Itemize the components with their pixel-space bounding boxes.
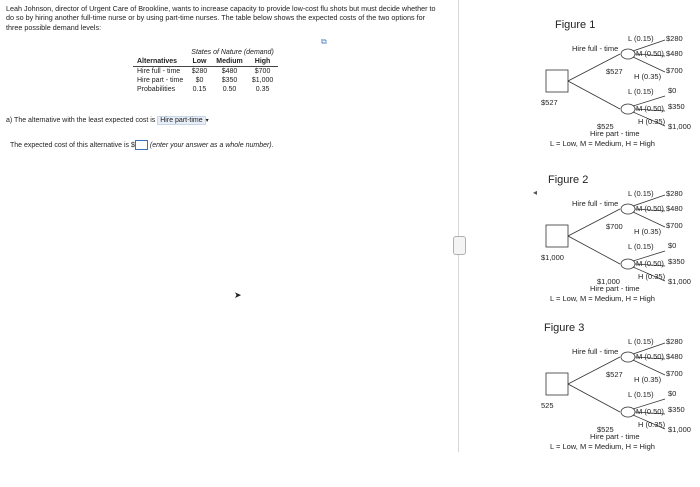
question-a-text: a) The alternative with the least expected cost is xyxy=(6,117,156,124)
branch-label-full-time: Hire full - time xyxy=(572,199,619,208)
table-header: Medium xyxy=(212,57,248,67)
figure-2-decision-tree[interactable] xyxy=(540,189,700,339)
outcome-payoff: $1,000 xyxy=(668,277,691,286)
outcome-payoff: $700 xyxy=(666,66,683,75)
outcome-payoff: $350 xyxy=(668,257,685,266)
outcome-label: H (0.35) xyxy=(638,420,666,429)
chance-node-icon xyxy=(621,204,635,214)
outcome-payoff: $350 xyxy=(668,405,685,414)
outcome-label: M (0.50) xyxy=(636,407,664,416)
table-row xyxy=(133,76,278,85)
problem-intro: Leah Johnson, director of Urgent Care of Brookline, wants to increase capacity to provide low-cost flu shots but must decide whether to do so by hiring another full-time nurse or by using part-time nurses. The table below shows the expected costs of the two options for three possible demand levels: xyxy=(6,4,436,32)
table-header: High xyxy=(247,57,277,67)
tree-branch-line xyxy=(568,384,620,412)
outcome-payoff: $0 xyxy=(668,241,677,250)
outcome-label: L (0.15) xyxy=(628,189,654,198)
branch-label-full-time: Hire full - time xyxy=(572,44,619,53)
drag-handle-icon[interactable] xyxy=(453,236,466,255)
chance-node-icon xyxy=(621,352,635,362)
table-cell: $700 xyxy=(254,68,271,75)
table-cell: 0.50 xyxy=(222,86,237,93)
full-time-expected-value: $527 xyxy=(606,370,623,379)
outcome-label: L (0.15) xyxy=(628,87,654,96)
demand-table xyxy=(133,48,278,94)
mouse-cursor-icon: ➤ xyxy=(234,290,242,300)
outcome-payoff: $0 xyxy=(668,86,677,95)
outcome-payoff: $480 xyxy=(666,204,683,213)
outcome-payoff: $280 xyxy=(666,189,683,198)
tree-legend: L = Low, M = Medium, H = High xyxy=(550,442,655,451)
outcome-label: M (0.50) xyxy=(636,352,664,361)
table-cell: $0 xyxy=(195,77,204,84)
outcome-label: M (0.50) xyxy=(636,104,664,113)
decision-node-icon xyxy=(546,373,568,395)
branch-label-full-time: Hire full - time xyxy=(572,347,619,356)
outcome-label: H (0.35) xyxy=(638,117,666,126)
panel-divider xyxy=(458,0,459,452)
table-cell: $1,000 xyxy=(251,77,274,84)
figure-2-title: Figure 2 xyxy=(548,174,589,186)
tree-branch-line xyxy=(568,236,620,264)
tree-branch-line xyxy=(633,57,665,72)
table-cell: $280 xyxy=(191,68,208,75)
question-b-suffix: (enter your answer as a whole number). xyxy=(149,141,274,149)
outcome-payoff: $480 xyxy=(666,352,683,361)
root-expected-value: $1,000 xyxy=(541,253,564,262)
chance-node-icon xyxy=(621,49,635,59)
outcome-label: L (0.15) xyxy=(628,337,654,346)
branch-label-part-time: Hire part - time xyxy=(590,129,640,138)
outcome-label: L (0.15) xyxy=(628,390,654,399)
expected-cost-input[interactable] xyxy=(135,140,148,150)
table-cell: Probabilities xyxy=(137,86,176,93)
branch-label-part-time: Hire part - time xyxy=(590,284,640,293)
option-bullet: ◂ xyxy=(533,188,538,197)
outcome-payoff: $1,000 xyxy=(668,425,691,434)
outcome-label: M (0.50) xyxy=(636,259,664,268)
root-expected-value: 525 xyxy=(541,401,554,410)
full-time-expected-value: $527 xyxy=(606,67,623,76)
figure-1-decision-tree[interactable] xyxy=(540,34,700,184)
chance-node-icon xyxy=(621,104,635,114)
chance-node-icon xyxy=(621,259,635,269)
part-time-expected-value: $525 xyxy=(597,425,614,434)
table-row xyxy=(133,67,278,77)
decision-node-icon xyxy=(546,70,568,92)
outcome-label: H (0.35) xyxy=(634,375,662,384)
tree-legend: L = Low, M = Medium, H = High xyxy=(550,294,655,303)
question-a-answer-select[interactable]: Hire part-time xyxy=(157,116,205,125)
copy-icon[interactable]: ⧉ xyxy=(321,37,327,46)
question-b-prefix: The expected cost of this alternative is $ xyxy=(10,141,135,149)
outcome-label: H (0.35) xyxy=(634,227,662,236)
chance-node-icon xyxy=(621,407,635,417)
table-header: Alternatives xyxy=(133,57,187,67)
question-a xyxy=(6,116,209,125)
table-caption: States of Nature (demand) xyxy=(191,49,274,56)
table-row xyxy=(133,85,278,94)
outcome-payoff: $700 xyxy=(666,369,683,378)
root-expected-value: $527 xyxy=(541,98,558,107)
figure-1-title: Figure 1 xyxy=(555,19,596,31)
branch-label-part-time: Hire part - time xyxy=(590,432,640,441)
tree-legend: L = Low, M = Medium, H = High xyxy=(550,139,655,148)
tree-branch-line xyxy=(568,81,620,109)
outcome-payoff: $480 xyxy=(666,49,683,58)
table-header: Low xyxy=(187,57,211,67)
tree-branch-line xyxy=(633,360,665,375)
table-caption-row xyxy=(133,48,278,57)
figure-3-decision-tree[interactable] xyxy=(540,337,700,487)
figure-3-title: Figure 3 xyxy=(544,322,585,334)
table-cell: $480 xyxy=(221,68,238,75)
full-time-expected-value: $700 xyxy=(606,222,623,231)
tree-branch-line xyxy=(633,212,665,227)
outcome-label: M (0.50) xyxy=(636,204,664,213)
part-time-expected-value: $525 xyxy=(597,122,614,131)
table-cell: Hire full - time xyxy=(137,68,181,75)
decision-node-icon xyxy=(546,225,568,247)
table-cell: 0.15 xyxy=(192,86,207,93)
outcome-label: L (0.15) xyxy=(628,34,654,43)
outcome-payoff: $350 xyxy=(668,102,685,111)
part-time-expected-value: $1,000 xyxy=(597,277,620,286)
outcome-payoff: $700 xyxy=(666,221,683,230)
dropdown-caret-icon: ▾ xyxy=(205,118,209,124)
table-header-row xyxy=(133,57,278,67)
table-cell: 0.35 xyxy=(255,86,270,93)
question-b xyxy=(10,140,274,150)
outcome-label: L (0.15) xyxy=(628,242,654,251)
outcome-label: M (0.50) xyxy=(636,49,664,58)
outcome-payoff: $1,000 xyxy=(668,122,691,131)
outcome-payoff: $280 xyxy=(666,337,683,346)
table-cell: $350 xyxy=(221,77,238,84)
table-cell: Hire part - time xyxy=(137,77,184,84)
outcome-label: H (0.35) xyxy=(638,272,666,281)
outcome-payoff: $280 xyxy=(666,34,683,43)
outcome-payoff: $0 xyxy=(668,389,677,398)
outcome-label: H (0.35) xyxy=(634,72,662,81)
